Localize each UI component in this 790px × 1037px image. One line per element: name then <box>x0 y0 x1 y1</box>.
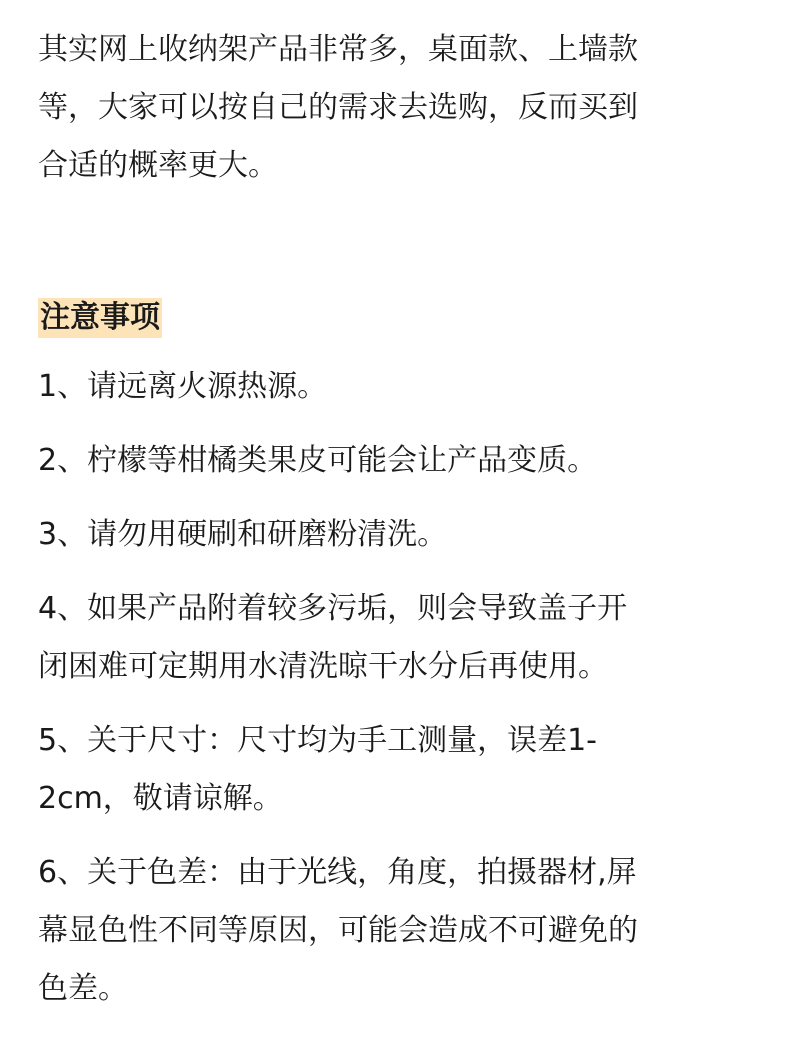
intro-line: 合适的概率更大。 <box>38 148 278 183</box>
note-line: 幕显色性不同等原因，可能会造成不可避免的 <box>38 913 638 948</box>
note-line: 2cm，敬请谅解。 <box>38 781 283 816</box>
note-line: 色差。 <box>38 971 128 1006</box>
section-heading <box>38 298 750 338</box>
intro-line: 其实网上收纳架产品非常多，桌面款、上墙款 <box>38 32 638 67</box>
note-line: 5、关于尺寸：尺寸均为手工测量，误差1- <box>38 723 597 758</box>
section-title-text: 注意事项 <box>38 298 162 338</box>
note-line: 6、关于色差：由于光线，角度，拍摄器材,屏 <box>38 855 637 890</box>
note-item-3 <box>38 506 750 564</box>
note-item-5 <box>38 712 750 828</box>
note-line: 4、如果产品附着较多污垢，则会导致盖子开 <box>38 591 628 626</box>
note-line: 1、请远离火源热源。 <box>38 369 328 404</box>
note-item-1 <box>38 358 750 416</box>
note-line: 2、柠檬等柑橘类果皮可能会让产品变质。 <box>38 443 598 478</box>
note-item-6 <box>38 844 750 1018</box>
intro-line: 等，大家可以按自己的需求去选购，反而买到 <box>38 90 638 125</box>
intro-paragraph <box>38 0 750 195</box>
note-line: 3、请勿用硬刷和研磨粉清洗。 <box>38 517 448 552</box>
note-item-2 <box>38 432 750 490</box>
note-item-4 <box>38 580 750 696</box>
note-line: 闭困难可定期用水清洗晾干水分后再使用。 <box>38 649 608 684</box>
